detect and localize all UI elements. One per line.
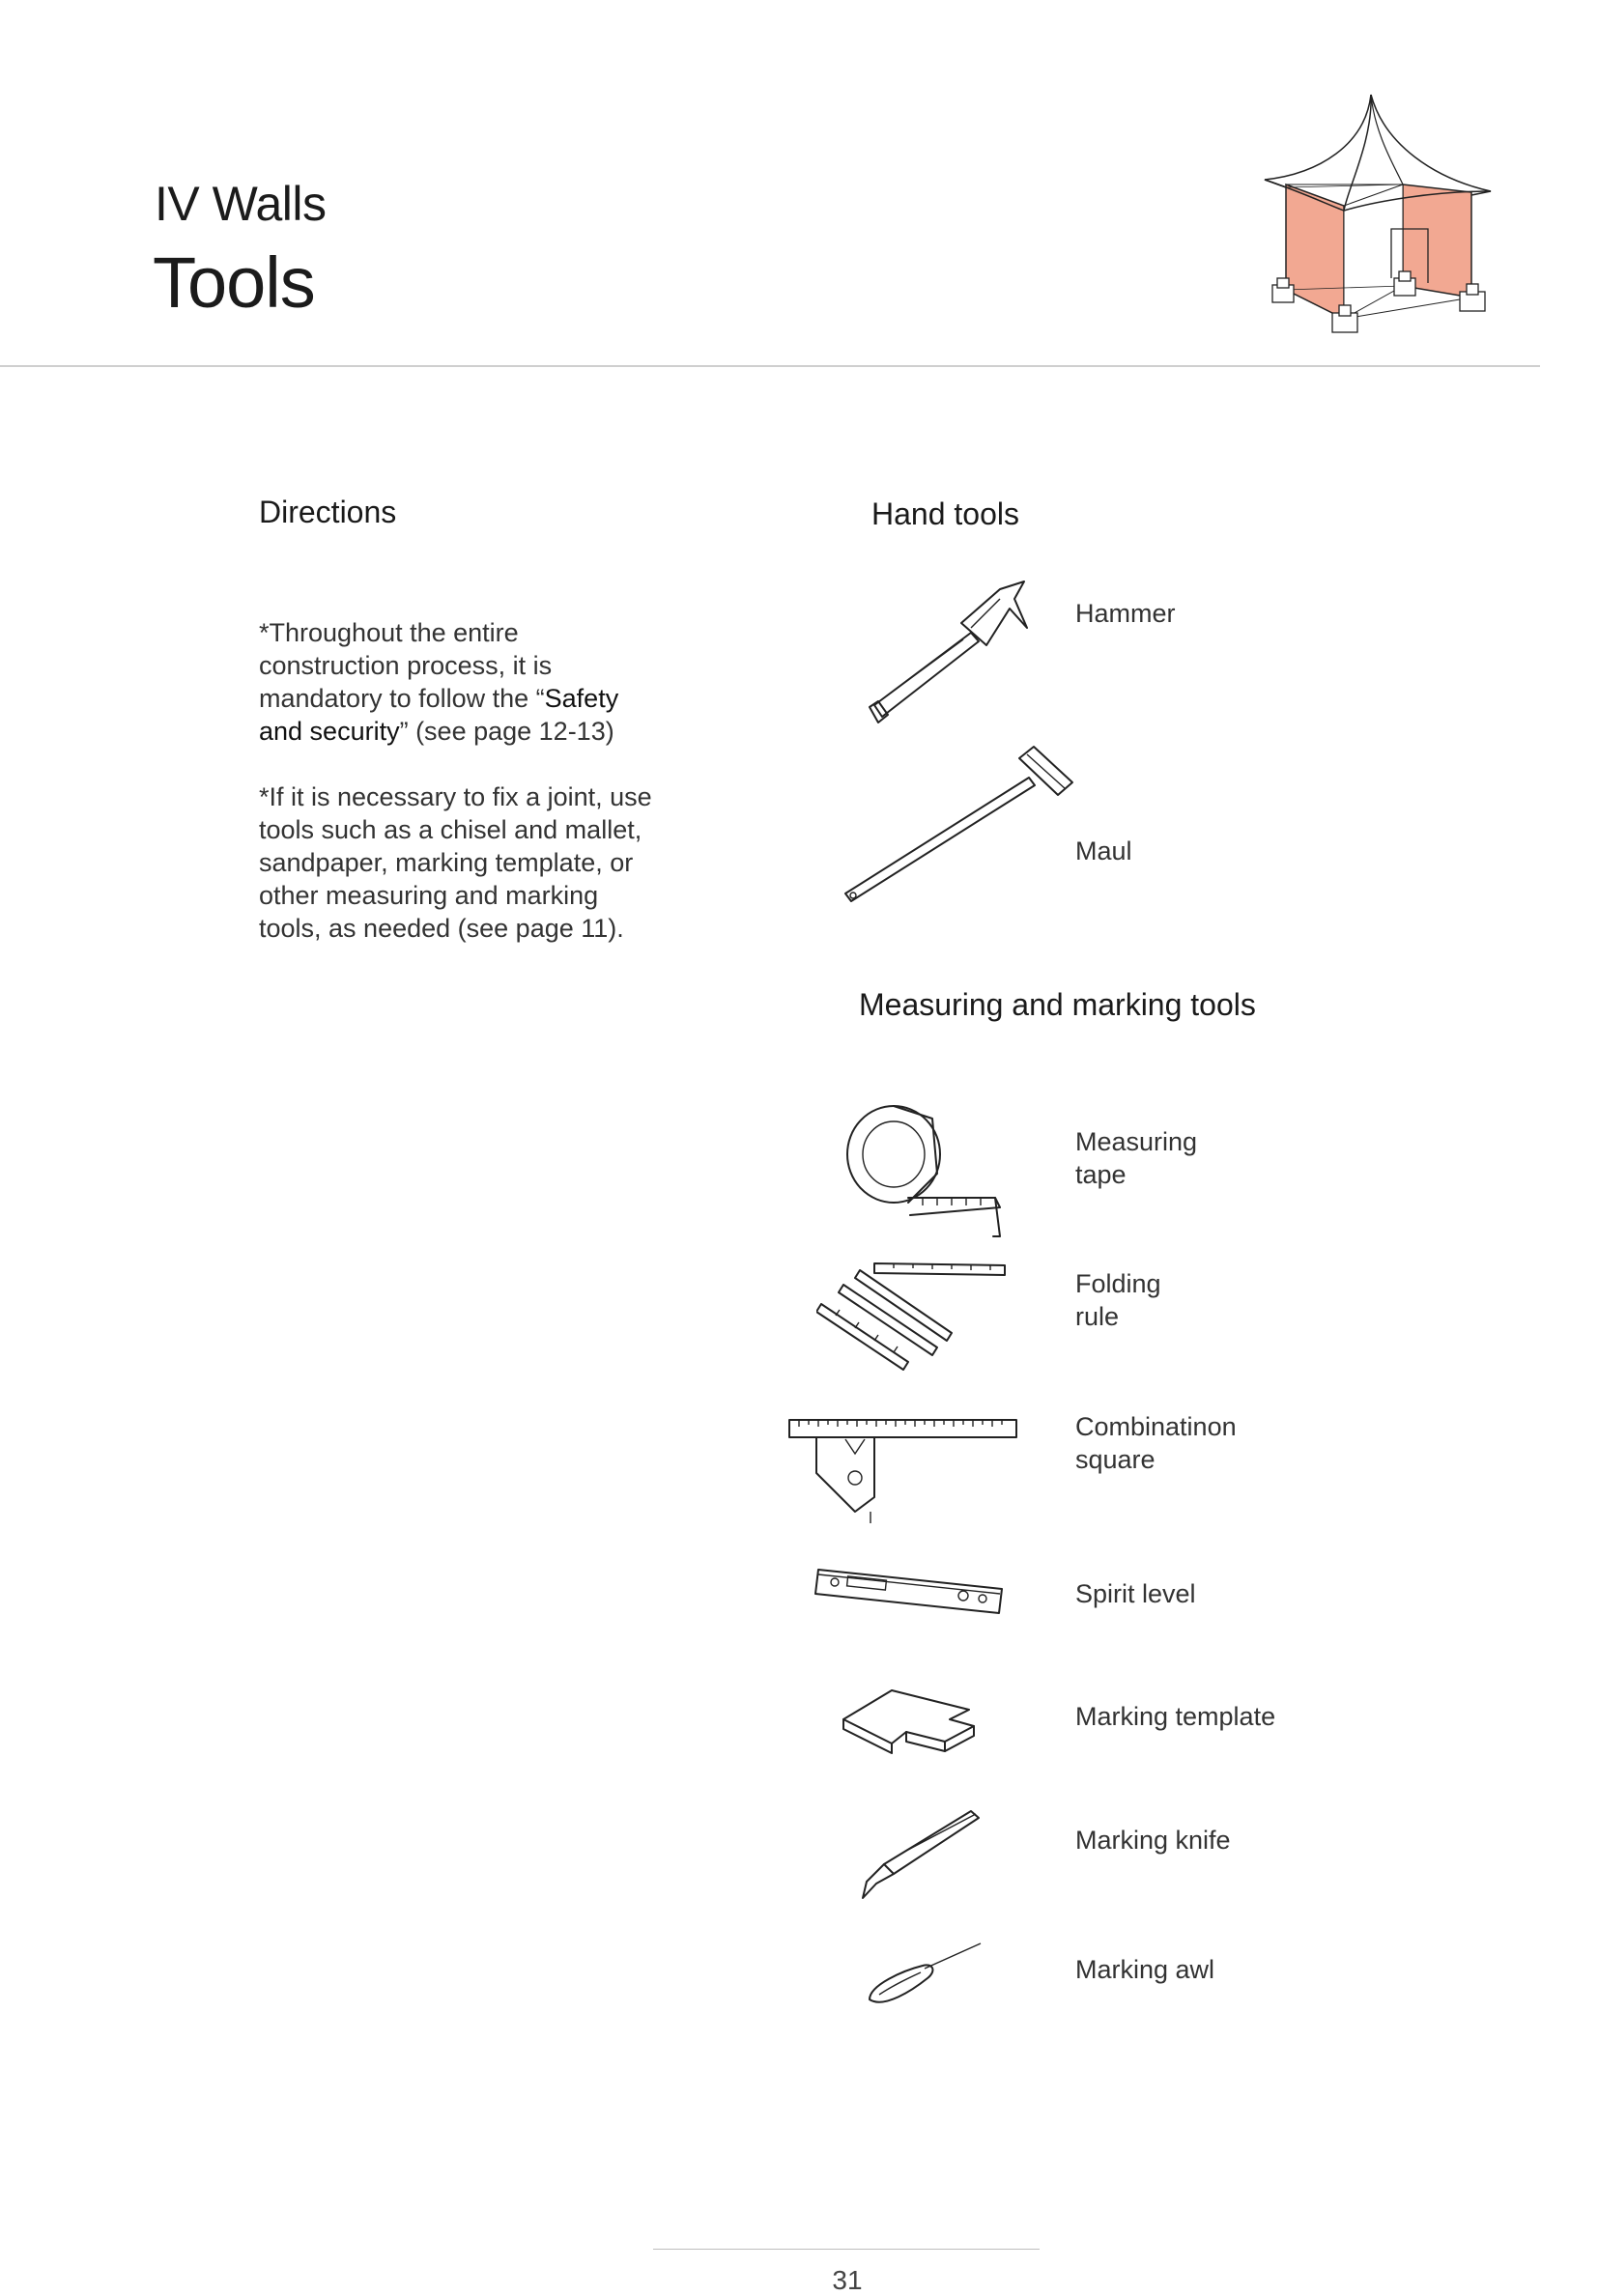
left-wall-fill [1286,184,1344,319]
combination-square-label: Combinatinon square [1075,1412,1237,1474]
hammer-label: Hammer [1075,599,1176,628]
spirit-level-label: Spirit level [1075,1579,1196,1608]
folding-rule-icon [816,1256,1010,1376]
hammer-icon [855,570,1039,734]
maul-label: Maul [1075,836,1132,865]
directions-paragraph-1 [259,616,665,748]
measuring-tools-heading: Measuring and marking tools [859,987,1256,1022]
folding-rule-label: Folding rule [1075,1269,1161,1331]
safety-and-security-link[interactable]: Safety and security [259,684,619,746]
measuring-tape-label: Measuring tape [1075,1127,1198,1189]
footer-divider [653,2249,1040,2250]
marking-template-icon [839,1686,984,1772]
page-title: Tools [153,242,315,323]
spirit-level-icon [813,1565,1007,1623]
measuring-tape-icon [841,1101,1010,1246]
para1-text-a: *Throughout the entire construction process, it is mandatory to follow the “ [259,618,553,713]
hand-tools-heading: Hand tools [871,496,1019,531]
maul-icon [836,739,1077,913]
combination-square-icon [787,1415,1019,1526]
directions-heading: Directions [259,495,397,529]
marking-template-label: Marking template [1075,1702,1276,1731]
house-illustration [1251,87,1512,343]
marking-awl-icon [865,1942,985,2014]
marking-knife-icon [855,1806,985,1903]
marking-awl-label: Marking awl [1075,1955,1215,1984]
para1-text-b: ” (see page 12-13) [399,717,614,746]
page-number: 31 [832,2265,863,2295]
directions-paragraph-2: *If it is necessary to fix a joint, use tools such as a chisel and mallet, sandpaper, marking template, or other measuring and marking tools, as needed (see page 11). [259,782,652,943]
chapter-title: IV Walls [155,177,327,231]
header-divider [0,365,1540,367]
marking-knife-label: Marking knife [1075,1826,1231,1855]
